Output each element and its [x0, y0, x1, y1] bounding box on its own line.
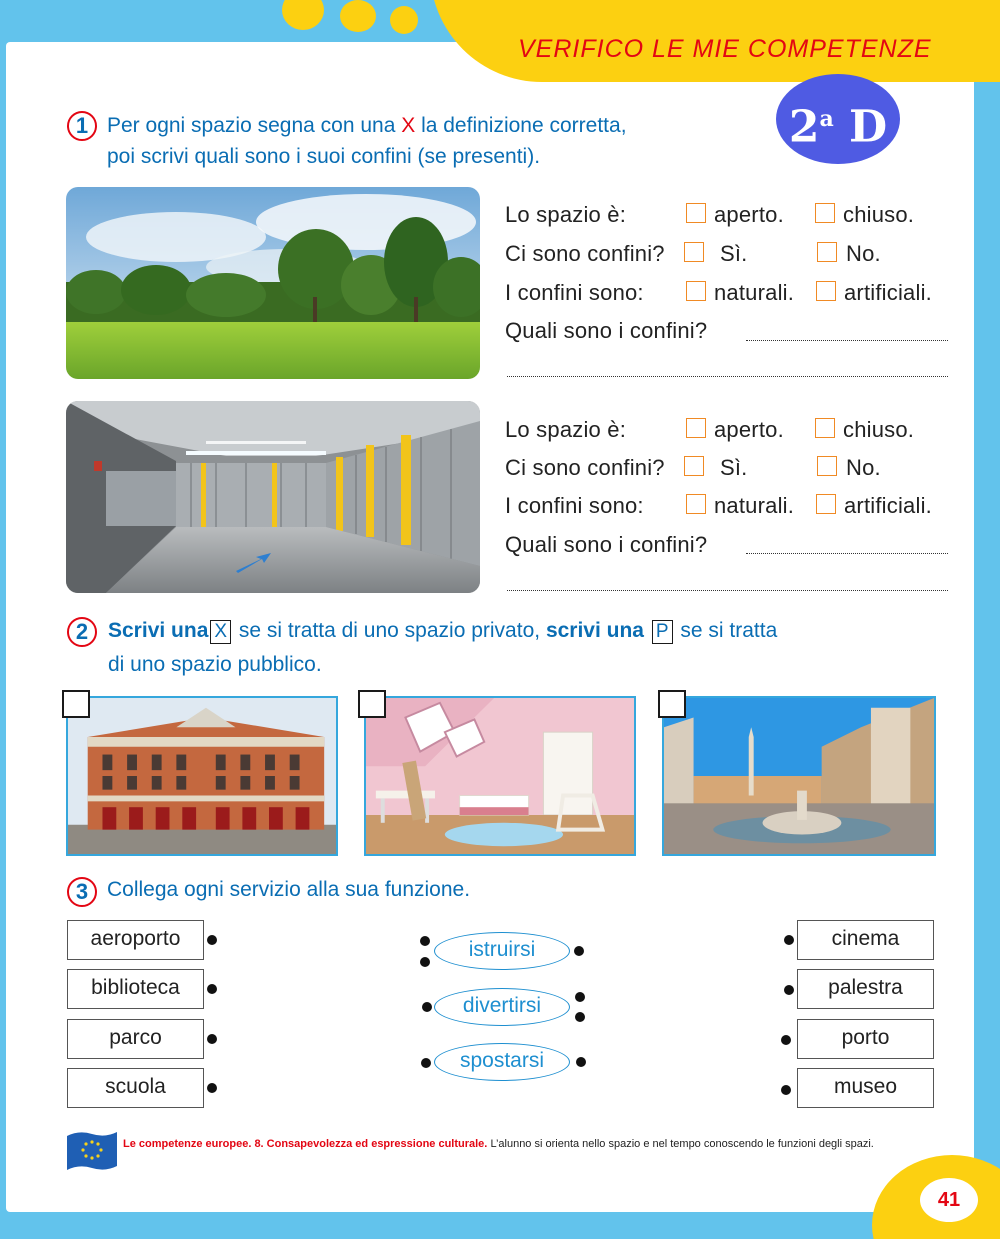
class-badge-number: 2 [788, 101, 820, 153]
instruction-mark: X [401, 114, 416, 137]
garage-photo [66, 401, 480, 593]
checkbox-aperto[interactable] [686, 418, 706, 438]
option-naturali: naturali. [714, 493, 795, 518]
checkbox-aperto[interactable] [686, 203, 706, 223]
class-badge-letter: D [849, 101, 888, 153]
class-badge-superscript: a [819, 106, 834, 132]
page-title: VERIFICO LE MIE COMPETENZE [518, 35, 932, 63]
option-chiuso: chiuso. [843, 417, 915, 442]
connection-dot[interactable] [574, 946, 584, 956]
connection-dot[interactable] [576, 1057, 586, 1067]
exercise-1-instruction-line2: poi scrivi quali sono i suoi confini (se presenti). [107, 145, 541, 168]
public-mark-box: P [652, 620, 673, 644]
checkbox-artificiali[interactable] [816, 494, 836, 514]
option-aperto: aperto. [714, 417, 784, 442]
image-checkbox-theatre[interactable] [62, 690, 90, 718]
footer-note [123, 1137, 883, 1151]
exercise-1-number: 1 [67, 111, 97, 141]
answer-line[interactable] [746, 340, 948, 341]
connection-dot[interactable] [420, 936, 430, 946]
option-artificiali: artificiali. [844, 280, 932, 305]
exercise-3-instruction: Collega ogni servizio alla sua funzione. [107, 878, 471, 901]
checkbox-naturali[interactable] [686, 281, 706, 301]
question-space-type: Lo spazio è: [505, 417, 627, 442]
option-chiuso: chiuso. [843, 202, 915, 227]
connection-dot[interactable] [422, 1002, 432, 1012]
service-parco: parco [67, 1019, 204, 1059]
image-checkbox-piazza[interactable] [658, 690, 686, 718]
question-boundary-type: I confini sono: [505, 493, 644, 518]
service-biblioteca: biblioteca [67, 969, 204, 1009]
footer-label: Le competenze europee. [123, 1138, 252, 1150]
function-divertirsi: divertirsi [434, 988, 570, 1026]
question-space-type: Lo spazio è: [505, 202, 627, 227]
class-badge [776, 74, 900, 164]
checkbox-naturali[interactable] [686, 494, 706, 514]
connection-dot[interactable] [421, 1058, 431, 1068]
decor-dot [340, 0, 376, 32]
service-porto: porto [797, 1019, 934, 1059]
option-si: Sì. [720, 455, 748, 480]
park-photo [66, 187, 480, 379]
decor-dot [282, 0, 324, 30]
eu-flag-icon [65, 1130, 119, 1172]
bedroom-photo [364, 696, 636, 856]
footer-description: L’alunno si orienta nello spazio e nel tempo conoscendo le funzioni degli spazi. [490, 1138, 874, 1150]
decor-dot [390, 6, 418, 34]
connection-dot[interactable] [784, 985, 794, 995]
service-cinema: cinema [797, 920, 934, 960]
connection-dot[interactable] [575, 1012, 585, 1022]
checkbox-chiuso[interactable] [815, 418, 835, 438]
option-naturali: naturali. [714, 280, 795, 305]
theatre-photo [66, 696, 338, 856]
exercise-1-instruction [107, 111, 627, 141]
image-checkbox-bedroom[interactable] [358, 690, 386, 718]
connection-dot[interactable] [781, 1035, 791, 1045]
question-which-boundaries: Quali sono i confini? [505, 318, 708, 343]
instruction-text: se si tratta [680, 619, 778, 642]
option-no: No. [846, 241, 881, 266]
answer-line[interactable] [746, 553, 948, 554]
function-spostarsi: spostarsi [434, 1043, 570, 1081]
connection-dot[interactable] [207, 935, 217, 945]
question-boundary-type: I confini sono: [505, 280, 644, 305]
page-number: 41 [920, 1178, 978, 1222]
checkbox-no[interactable] [817, 456, 837, 476]
option-artificiali: artificiali. [844, 493, 932, 518]
question-which-boundaries: Quali sono i confini? [505, 532, 708, 557]
piazza-photo [662, 696, 936, 856]
question-boundaries: Ci sono confini? [505, 241, 665, 266]
connection-dot[interactable] [575, 992, 585, 1002]
connection-dot[interactable] [784, 935, 794, 945]
option-si: Sì. [720, 241, 748, 266]
exercise-3-number: 3 [67, 877, 97, 907]
instruction-text: Scrivi una [108, 619, 209, 642]
checkbox-chiuso[interactable] [815, 203, 835, 223]
option-aperto: aperto. [714, 202, 784, 227]
service-aeroporto: aeroporto [67, 920, 204, 960]
footer-competence: 8. Consapevolezza ed espressione culturale. [254, 1138, 488, 1150]
connection-dot[interactable] [207, 1083, 217, 1093]
connection-dot[interactable] [420, 957, 430, 967]
option-no: No. [846, 455, 881, 480]
instruction-text: la definizione corretta, [421, 114, 627, 137]
connection-dot[interactable] [781, 1085, 791, 1095]
checkbox-si[interactable] [684, 456, 704, 476]
checkbox-artificiali[interactable] [816, 281, 836, 301]
function-istruirsi: istruirsi [434, 932, 570, 970]
checkbox-no[interactable] [817, 242, 837, 262]
answer-line[interactable] [507, 590, 948, 591]
exercise-2-instruction [108, 616, 777, 646]
connection-dot[interactable] [207, 984, 217, 994]
service-palestra: palestra [797, 969, 934, 1009]
service-museo: museo [797, 1068, 934, 1108]
service-scuola: scuola [67, 1068, 204, 1108]
exercise-2-number: 2 [67, 617, 97, 647]
exercise-2-instruction-line2: di uno spazio pubblico. [108, 653, 322, 676]
instruction-text: scrivi una [545, 619, 644, 642]
instruction-text: Per ogni spazio segna con una [107, 114, 396, 137]
question-boundaries: Ci sono confini? [505, 455, 665, 480]
instruction-text: se si tratta di uno spazio privato, [238, 619, 541, 642]
connection-dot[interactable] [207, 1034, 217, 1044]
checkbox-si[interactable] [684, 242, 704, 262]
private-mark-box: X [210, 620, 231, 644]
answer-line[interactable] [507, 376, 948, 377]
